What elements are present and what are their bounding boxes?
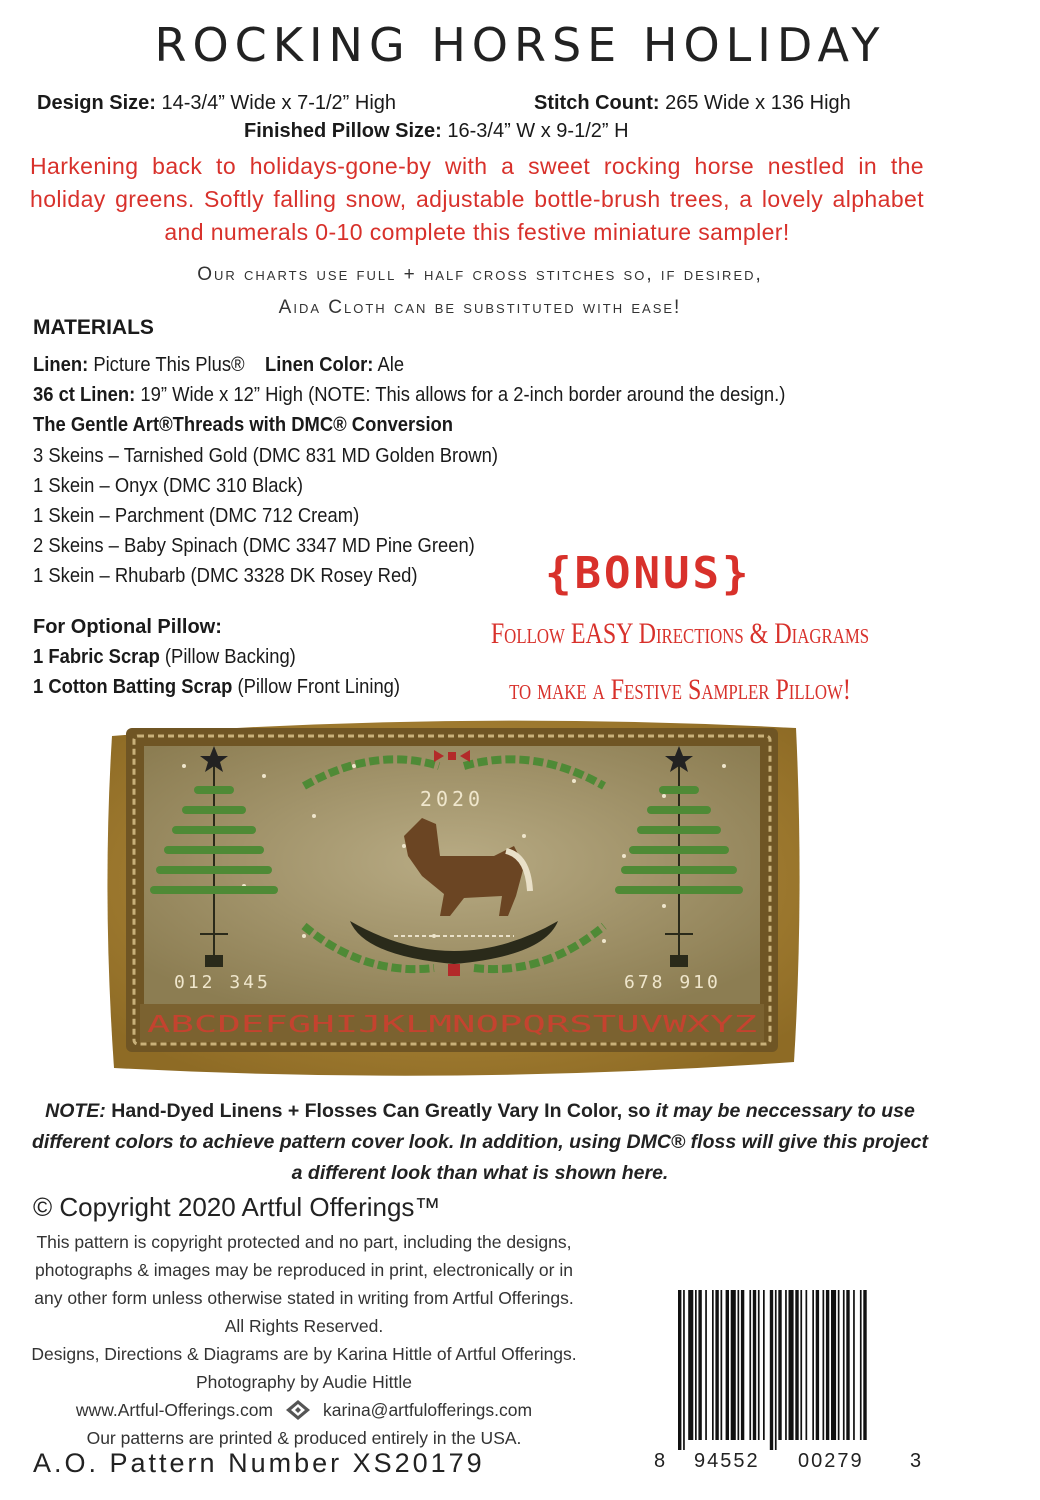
design-size-label: Design Size: — [37, 92, 156, 114]
bottom-bow — [448, 964, 460, 976]
email-link[interactable]: karina@artfulofferings.com — [323, 1400, 533, 1420]
linen-label: Linen: — [33, 354, 89, 376]
barcode-bar — [695, 1290, 697, 1440]
barcode-bar — [853, 1290, 855, 1440]
thread-item: 2 Skeins – Baby Spinach (DMC 3347 MD Pine Green) — [33, 535, 475, 557]
pillow-item-2-rest: (Pillow Front Lining) — [232, 676, 401, 698]
page-title: ROCKING HORSE HOLIDAY — [154, 18, 886, 72]
thread-item: 1 Skein – Onyx (DMC 310 Black) — [33, 475, 303, 497]
barcode-digit-first: 8 — [654, 1450, 666, 1472]
barcode-bar — [775, 1290, 777, 1450]
barcode-bar — [741, 1290, 744, 1440]
linen-color-label: Linen Color: — [265, 354, 374, 376]
barcode-bar — [770, 1290, 773, 1450]
pillow-size — [244, 117, 629, 145]
barcode-bar — [816, 1290, 819, 1440]
linen-size-line — [33, 380, 785, 410]
note-part2: it may be neccessary to use different colors to achieve pattern cover look. In addition, using DMC® floss will give this project a different look than what is shown here. — [32, 1100, 928, 1184]
stitch-note-line2: Aida Cloth can be substituted with ease! — [278, 297, 682, 318]
pillow-item-2-bold: 1 Cotton Batting Scrap — [33, 676, 233, 698]
materials-heading: MATERIALS — [33, 316, 154, 339]
barcode-bar — [715, 1290, 718, 1440]
note-part1: Hand-Dyed Linens + Flosses Can Greatly Vary In Color, so — [105, 1100, 656, 1122]
barcode-bars — [648, 1290, 928, 1450]
barcode-bar — [749, 1290, 751, 1440]
pillow-heading: For Optional Pillow: — [33, 616, 222, 638]
pillow-size-label: Finished Pillow Size: — [244, 120, 442, 142]
barcode-bar — [823, 1290, 825, 1440]
barcode-bar — [758, 1290, 760, 1440]
stitch-note-line1: Our charts use full + half cross stitches so, if desired, — [197, 264, 763, 285]
barcode-bar — [698, 1290, 701, 1440]
barcode-bar — [846, 1290, 849, 1440]
barcode-bar — [731, 1290, 736, 1440]
fine-print-line: All Rights Reserved. — [224, 1316, 384, 1336]
barcode-bar — [806, 1290, 808, 1440]
barcode-bar — [721, 1290, 723, 1440]
contact-line — [30, 1396, 578, 1424]
barcode-bar — [753, 1290, 756, 1440]
pillow-item-2 — [33, 672, 400, 702]
threads-heading: The Gentle Art®Threads with DMC® Conversion — [33, 414, 454, 436]
barcode-bar — [789, 1290, 794, 1440]
linen-line — [33, 350, 404, 380]
barcode-bar — [678, 1290, 681, 1450]
barcode-bar — [726, 1290, 729, 1440]
fine-print-line: any other form unless otherwise stated in writing from Artful Offerings. — [34, 1288, 574, 1308]
thread-item: 1 Skein – Parchment (DMC 712 Cream) — [33, 505, 360, 527]
barcode-digits-right: 00279 — [798, 1450, 864, 1472]
diamond-logo-icon — [285, 1399, 311, 1421]
stitch-count-value: 265 Wide x 136 High — [665, 92, 851, 114]
barcode-bar — [812, 1290, 814, 1440]
design-size — [37, 89, 396, 117]
barcode-bar — [688, 1290, 693, 1440]
stitch-count — [534, 89, 851, 117]
barcode-digit-last: 3 — [910, 1450, 922, 1472]
linen-color-value: Ale — [377, 354, 405, 376]
barcode-bar — [778, 1290, 781, 1440]
barcode-bar — [738, 1290, 740, 1440]
barcode-bar — [683, 1290, 685, 1450]
sampler-year: 2020 — [419, 787, 485, 811]
barcode-bar — [860, 1290, 862, 1440]
barcode-digits-left: 94552 — [694, 1450, 760, 1472]
color-note — [30, 1096, 930, 1189]
design-size-value: 14-3/4” Wide x 7-1/2” High — [161, 92, 397, 114]
barcode-bar — [838, 1290, 840, 1440]
linen-size-value: 19” Wide x 12” High (NOTE: This allows for a 2-inch border around the design.) — [140, 384, 786, 406]
made-in-usa: Our patterns are printed & produced entirely in the USA. — [86, 1428, 522, 1448]
barcode-bar — [795, 1290, 798, 1440]
barcode-bar — [705, 1290, 707, 1440]
copyright: © Copyright 2020 Artful Offerings™ — [33, 1192, 441, 1222]
pillow-item-1-bold: 1 Fabric Scrap — [33, 646, 160, 668]
bonus-line-2: to make a Festive Sampler Pillow! — [509, 673, 851, 706]
pillow-photo — [104, 706, 804, 1088]
fine-print-line: This pattern is copyright protected and no part, including the designs, — [36, 1232, 572, 1252]
sampler-alphabet: ABCDEFGHIJKLMNOPQRSTUVWXYZ — [147, 1012, 758, 1038]
barcode-bar — [785, 1290, 787, 1440]
linen-value: Picture This Plus® — [93, 354, 245, 376]
fine-print-line: Designs, Directions & Diagrams are by Karina Hittle of Artful Offerings. — [31, 1344, 577, 1364]
barcode-bar — [763, 1290, 765, 1440]
stitch-count-label: Stitch Count: — [534, 92, 660, 114]
sampler-numbers-left: 012 345 — [174, 972, 271, 993]
pattern-number: A.O. Pattern Number XS20179 — [33, 1448, 485, 1478]
barcode-bar — [843, 1290, 845, 1440]
sampler-numbers-right: 678 910 — [624, 972, 721, 993]
barcode-bar — [800, 1290, 802, 1440]
website-link[interactable]: www.Artful-Offerings.com — [75, 1400, 274, 1420]
linen-size-label: 36 ct Linen: — [33, 384, 136, 406]
description: Harkening back to holidays-gone-by with a sweet rocking horse nestled in the holiday greens. Softly falling snow, adjustable bottle-brush trees, a lovely alphabet and numerals 0-10 complete this festive miniature sampler! — [30, 153, 924, 245]
fine-print-line: photographs & images may be reproduced in print, electronically or in — [35, 1260, 573, 1280]
bonus-title: {BONUS} — [545, 548, 752, 599]
note-label: NOTE: — [45, 1100, 106, 1122]
barcode-bar — [826, 1290, 829, 1440]
pillow-item-1 — [33, 642, 296, 672]
barcode-bar — [712, 1290, 714, 1440]
thread-item: 3 Skeins – Tarnished Gold (DMC 831 MD Golden Brown) — [33, 445, 498, 467]
thread-item: 1 Skein – Rhubarb (DMC 3328 DK Rosey Red) — [33, 565, 418, 587]
pillow-item-1-rest: (Pillow Backing) — [159, 646, 296, 668]
barcode-bar — [863, 1290, 866, 1440]
fine-print-line: Photography by Audie Hittle — [196, 1372, 412, 1392]
pillow-size-value: 16-3/4” W x 9-1/2” H — [447, 120, 629, 142]
upc-barcode — [648, 1290, 928, 1480]
barcode-bar — [831, 1290, 836, 1440]
bonus-line-1: Follow EASY Directions & Diagrams — [490, 617, 870, 650]
